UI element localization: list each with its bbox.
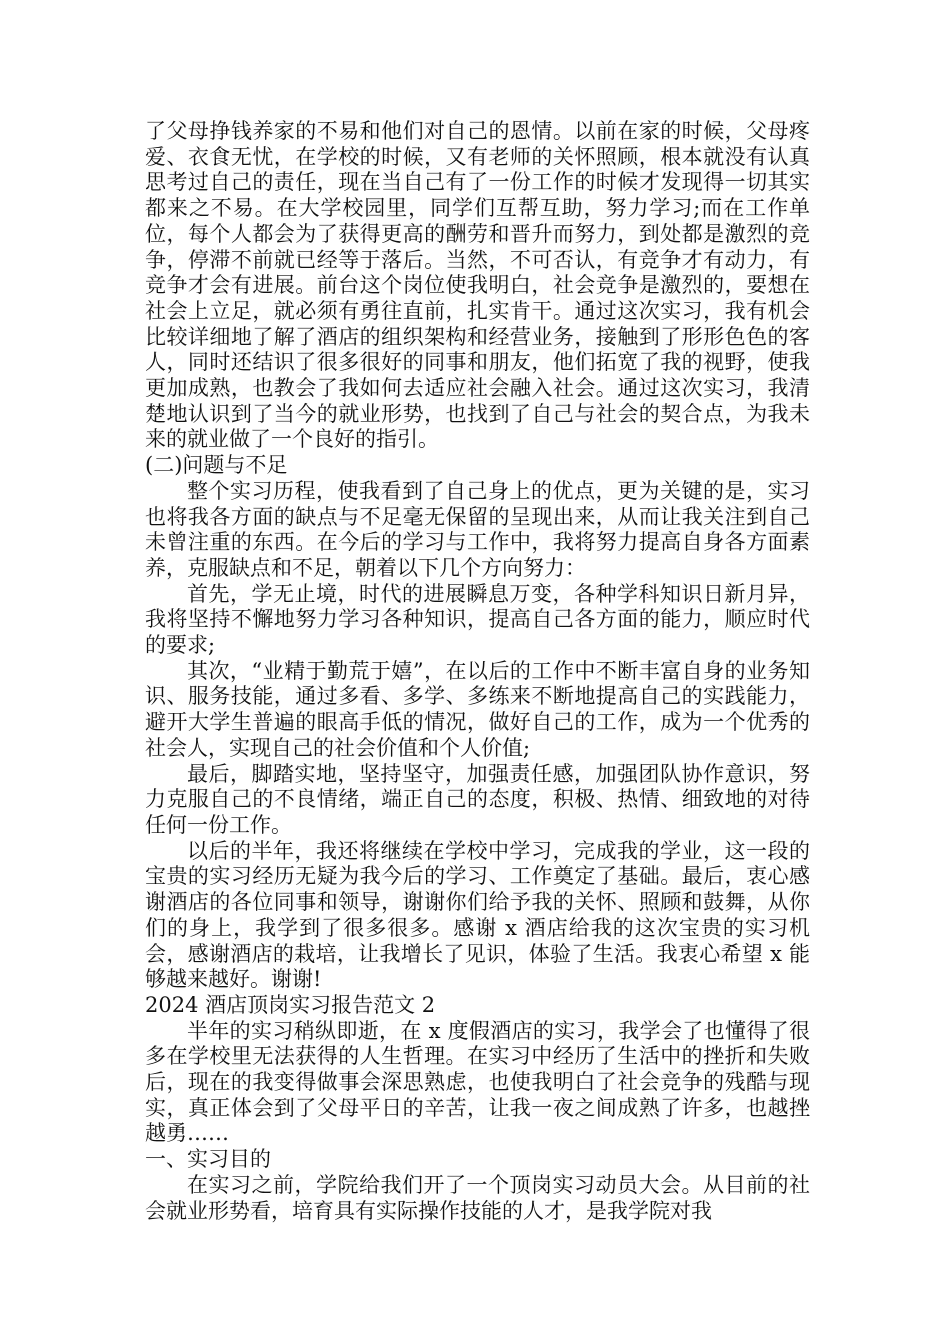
paragraph-continuation: 了父母挣钱养家的不易和他们对自己的恩情。以前在家的时候，父母疼爱、衣食无忧，在学校的时候，又有老师的关怀照顾，根本就没有认真思考过自己的责任，现在当自己有了一份工作的时候才发现得一切其实都来之不易。在大学校园里，同学们互帮互助，努力学习;而在工作单位，每个人都会为了获得更高的酬劳和晋升而努力，到处都是激烈的竞争，停滞不前就已经等于落后。当然，不可否认，有竞争才有动力，有竞争才会有进展。前台这个岗位使我明白，社会竞争是激烈的，要想在社会上立足，就必须有勇往直前，扎实肯干。通过这次实习，我有机会比较详细地了解了酒店的组织架构和经营业务，接触到了形形色色的客人，同时还结识了很多很好的同事和朋友，他们拓宽了我的视野，使我更加成熟，也教会了我如何去适应社会融入社会。通过这次实习，我清楚地认识到了当今的就业形势，也找到了自己与社会的契合点，为我未来的就业做了一个良好的指引。 xyxy=(145,119,810,452)
section-heading-purpose: 一、实习目的 xyxy=(145,1147,271,1172)
paragraph-overview: 整个实习历程，使我看到了自己身上的优点，更为关键的是，实习也将我各方面的缺点与不足毫无保留的呈现出来，从而让我关注到自己未曾注重的东西。在今后的学习与工作中，我将努力提高自身各方面素养，克服缺点和不足，朝着以下几个方向努力： xyxy=(145,478,810,580)
paragraph-purpose: 在实习之前，学院给我们开了一个顶岗实习动员大会。从目前的社会就业形势看，培育具有实际操作技能的人才，是我学院对我 xyxy=(145,1172,810,1223)
document-body xyxy=(145,119,810,1224)
paragraph-first: 首先，学无止境，时代的进展瞬息万变，各种学科知识日新月异，我将坚持不懈地努力学习各种知识，提高自己各方面的能力，顺应时代的要求; xyxy=(145,581,810,658)
paragraph-closing: 以后的半年，我还将继续在学校中学习，完成我的学业，这一段的宝贵的实习经历无疑为我今后的学习、工作奠定了基础。最后，衷心感谢酒店的各位同事和领导，谢谢你们给予我的关怀、照顾和鼓舞，从你们的身上，我学到了很多很多。感谢 x 酒店给我的这次宝贵的实习机会，感谢酒店的栽培，让我增长了见识，体验了生活。我衷心希望 x 能够越来越好。谢谢! xyxy=(145,838,810,992)
paragraph-last: 最后，脚踏实地，坚持坚守，加强责任感，加强团队协作意识，努力克服自己的不良情绪，端正自己的态度，积极、热情、细致地的对待任何一份工作。 xyxy=(145,761,810,837)
section-heading-problems: (二)问题与不足 xyxy=(145,453,288,478)
paragraph-intro-2: 半年的实习稍纵即逝，在 x 度假酒店的实习，我学会了也懂得了很多在学校里无法获得的人生哲理。在实习中经历了生活中的挫折和失败后，现在的我变得做事会深思熟虑，也使我明白了社会竞争的残酷与现实，真正体会到了父母平日的辛苦，让我一夜之间成熟了许多，也越挫越勇…… xyxy=(145,1018,810,1146)
paragraph-second: 其次，“业精于勤荒于嬉”，在以后的工作中不断丰富自身的业务知识、服务技能，通过多看、多学、多练来不断地提高自己的实践能力，避开大学生普遍的眼高手低的情况，做好自己的工作，成为一个优秀的社会人，实现自己的社会价值和个人价值; xyxy=(145,658,810,760)
article-title-2: 2024 酒店顶岗实习报告范文 2 xyxy=(145,992,436,1017)
